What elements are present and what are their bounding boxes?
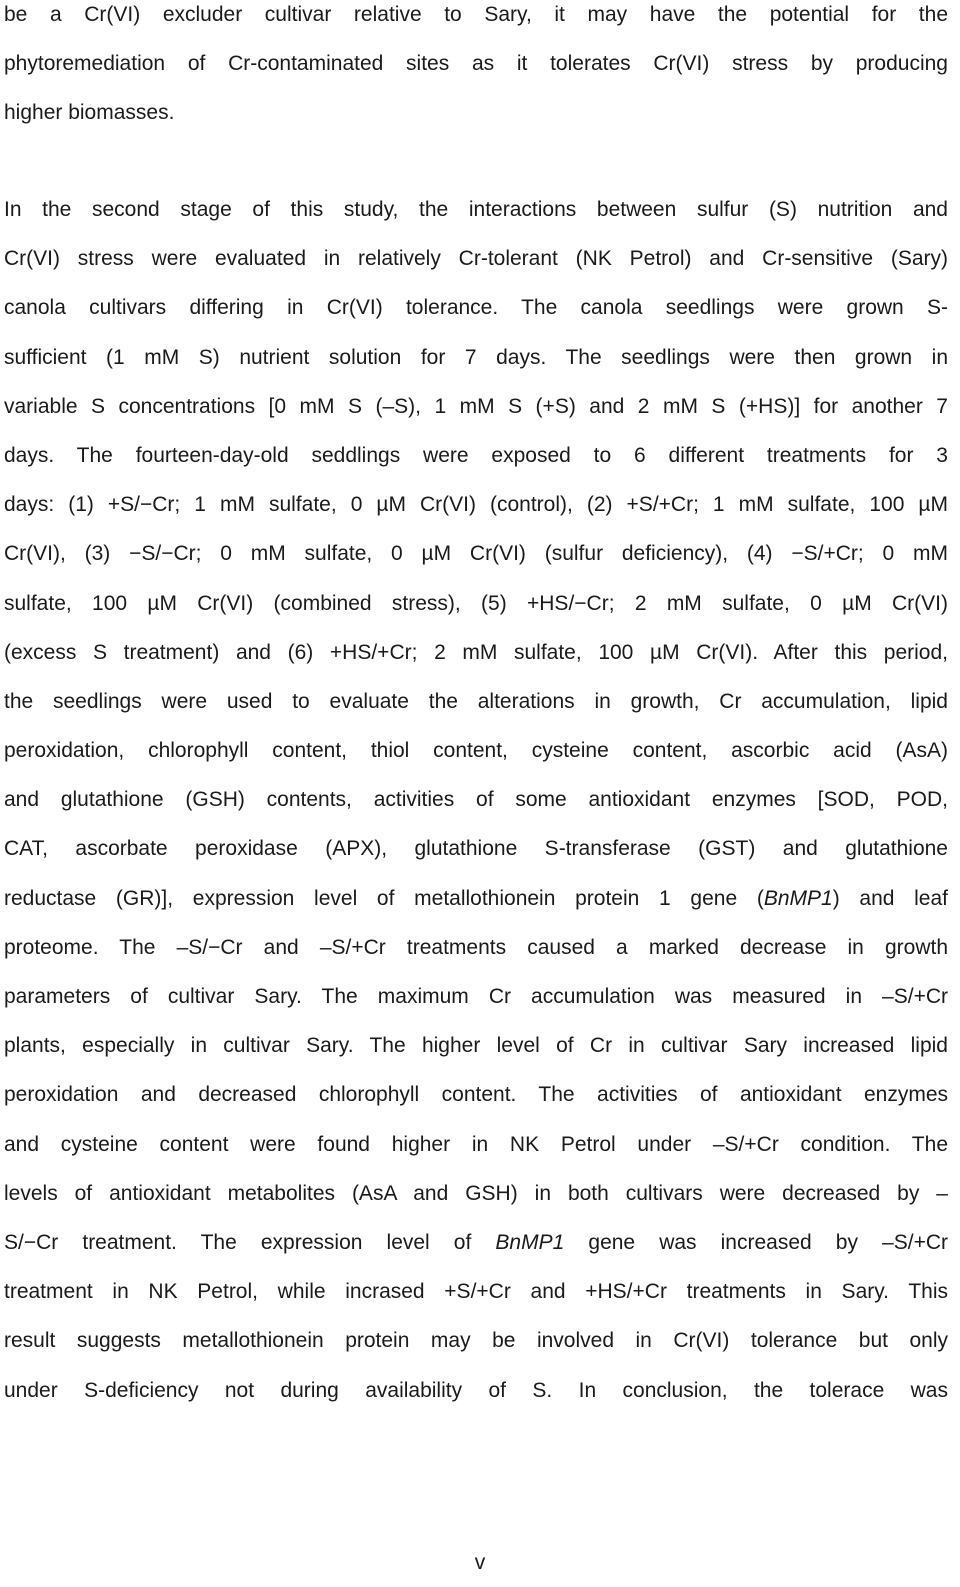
- text-line: levels of antioxidant metabolites (AsA and GSH) in both cultivars were decreased by ‒: [4, 1181, 948, 1205]
- text-line: In the second stage of this study, the interactions between sulfur (S) nutrition and: [4, 198, 948, 221]
- text-line: [4, 884, 948, 933]
- text-line: peroxidation and decreased chlorophyll content. The activities of antioxidant enzymes: [4, 1083, 948, 1107]
- text-line: days. The fourteen-day-old seddlings were exposed to 6 different treatments for 3: [4, 443, 948, 467]
- text-line: sufficient (1 mM S) nutrient solution for 7 days. The seedlings were then grown in: [4, 345, 948, 369]
- text-line: days: (1) +S/−Cr; 1 mM sulfate, 0 µM Cr(VI) (control), (2) +S/+Cr; 1 mM sulfate, 100 µM: [4, 493, 948, 517]
- gene-name-italic: BnMP1: [763, 886, 833, 910]
- text-line: canola cultivars differing in Cr(VI) tolerance. The canola seedlings were grown S-: [4, 296, 948, 320]
- text-line: and cysteine content were found higher in NK Petrol under ‒S/+Cr condition. The: [4, 1132, 948, 1156]
- page-number: v: [474, 1551, 486, 1574]
- text-segment: ) and leaf: [832, 886, 948, 910]
- text-line: phytoremediation of Cr-contaminated sites as it tolerates Cr(VI) stress by producing: [4, 52, 948, 76]
- text-line: sulfate, 100 µM Cr(VI) (combined stress), (5) +HS/−Cr; 2 mM sulfate, 0 µM Cr(VI): [4, 591, 948, 615]
- text-segment: gene was increased by ‒S/+Cr: [564, 1230, 948, 1254]
- text-line: [4, 1228, 948, 1277]
- text-line: variable S concentrations [0 mM S (‒S), 1 mM S (+S) and 2 mM S (+HS)] for another 7: [4, 394, 948, 418]
- text-line: higher biomasses.: [4, 101, 175, 125]
- text-line: and glutathione (GSH) contents, activities of some antioxidant enzymes [SOD, POD,: [4, 788, 948, 812]
- text-line: (excess S treatment) and (6) +HS/+Cr; 2 mM sulfate, 100 µM Cr(VI). After this period,: [4, 640, 948, 664]
- text-line: parameters of cultivar Sary. The maximum Cr accumulation was measured in ‒S/+Cr: [4, 985, 948, 1008]
- text-line: peroxidation, chlorophyll content, thiol content, cysteine content, ascorbic acid (AsA): [4, 739, 948, 763]
- text-line: be a Cr(VI) excluder cultivar relative to Sary, it may have the potential for the: [4, 3, 948, 26]
- text-line: Cr(VI) stress were evaluated in relatively Cr-tolerant (NK Petrol) and Cr-sensitive (Sary): [4, 247, 948, 271]
- text-line: proteome. The ‒S/−Cr and ‒S/+Cr treatments caused a marked decrease in growth: [4, 935, 948, 959]
- text-line: the seedlings were used to evaluate the alterations in growth, Cr accumulation, lipid: [4, 689, 948, 713]
- paragraph-1: [4, 0, 948, 148]
- text-line: treatment in NK Petrol, while incrased +S/+Cr and +HS/+Cr treatments in Sary. This: [4, 1280, 948, 1304]
- text-segment: S/−Cr treatment. The expression level of: [4, 1230, 496, 1254]
- text-line: under S-deficiency not during availability of S. In conclusion, the tolerace was: [4, 1378, 948, 1402]
- gene-name-italic: BnMP1: [495, 1230, 565, 1254]
- text-line: result suggests metallothionein protein may be involved in Cr(VI) tolerance but only: [4, 1329, 948, 1353]
- text-line: Cr(VI), (3) −S/−Cr; 0 mM sulfate, 0 µM Cr(VI) (sulfur deficiency), (4) −S/+Cr; 0 mM: [4, 542, 948, 566]
- paragraph-2: [4, 195, 948, 1425]
- text-line: CAT, ascorbate peroxidase (APX), glutathione S-transferase (GST) and glutathione: [4, 837, 948, 861]
- text-line: plants, especially in cultivar Sary. The higher level of Cr in cultivar Sary increased lipid: [4, 1034, 948, 1058]
- text-segment: reductase (GR)], expression level of metallothionein protein 1 gene (: [4, 886, 764, 910]
